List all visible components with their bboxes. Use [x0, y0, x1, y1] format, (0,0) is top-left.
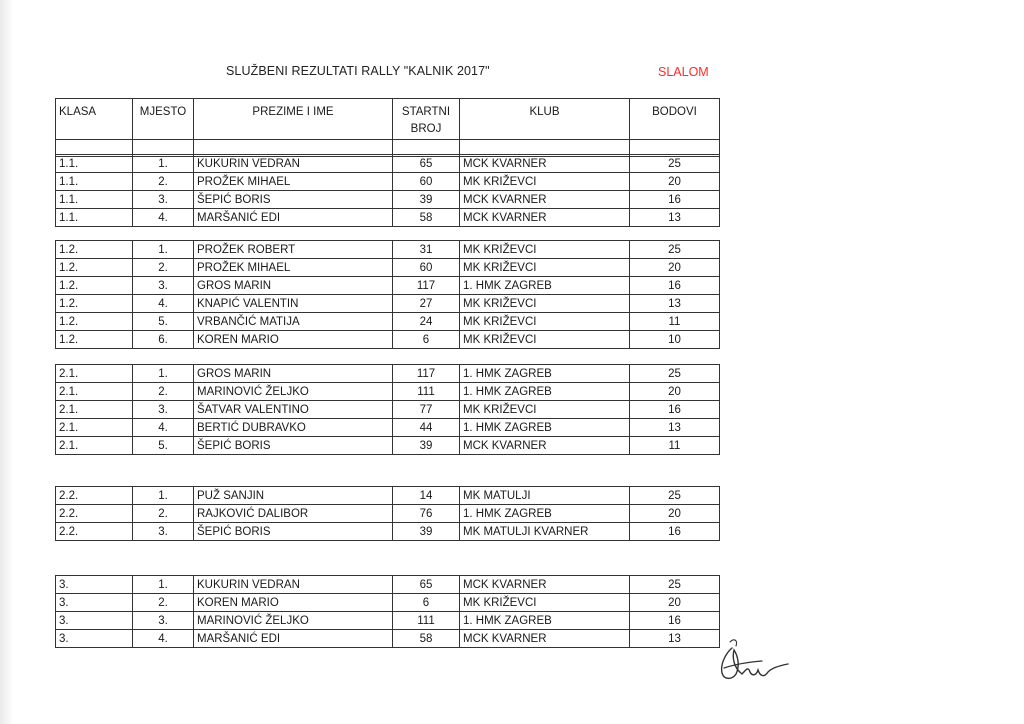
cell-startni-broj: 58 — [393, 209, 460, 227]
cell-mjesto: 2. — [133, 173, 194, 191]
cell-bodovi: 16 — [630, 523, 720, 541]
cell-klasa: 1.2. — [56, 331, 133, 349]
cell-klasa: 1.1. — [56, 173, 133, 191]
cell-bodovi: 16 — [630, 401, 720, 419]
cell-bodovi: 20 — [630, 383, 720, 401]
cell-klasa: 1.2. — [56, 295, 133, 313]
cell-prezime-ime: GROS MARIN — [194, 365, 393, 383]
cell-startni-broj: 58 — [393, 630, 460, 648]
cell-startni-broj: 111 — [393, 612, 460, 630]
cell-bodovi: 20 — [630, 259, 720, 277]
cell-klub: MCK KVARNER — [460, 437, 630, 455]
table-row — [56, 173, 720, 191]
results-group-table — [55, 240, 720, 349]
cell-startni-broj: 117 — [393, 365, 460, 383]
cell-bodovi: 20 — [630, 173, 720, 191]
cell-startni-broj: 6 — [393, 594, 460, 612]
cell-mjesto: 1. — [133, 576, 194, 594]
cell-mjesto: 3. — [133, 401, 194, 419]
cell-prezime-ime: KUKURIN VEDRAN — [194, 155, 393, 173]
cell-klub: 1. HMK ZAGREB — [460, 383, 630, 401]
cell-mjesto: 3. — [133, 277, 194, 295]
cell-bodovi: 13 — [630, 630, 720, 648]
cell-mjesto: 2. — [133, 505, 194, 523]
table-row — [56, 487, 720, 505]
cell-mjesto: 1. — [133, 241, 194, 259]
cell-prezime-ime: MARŠANIĆ EDI — [194, 209, 393, 227]
cell-klub: MK KRIŽEVCI — [460, 313, 630, 331]
cell-klub: MCK KVARNER — [460, 155, 630, 173]
cell-klub: MK MATULJI KVARNER — [460, 523, 630, 541]
document-title: SLUŽBENI REZULTATI RALLY "KALNIK 2017" — [226, 64, 490, 78]
column-header-broj: BROJ — [410, 123, 442, 135]
cell-prezime-ime: ŠEPIĆ BORIS — [194, 437, 393, 455]
cell-bodovi: 11 — [630, 437, 720, 455]
table-row — [56, 295, 720, 313]
cell-prezime-ime: ŠATVAR VALENTINO — [194, 401, 393, 419]
cell-klub: MK KRIŽEVCI — [460, 259, 630, 277]
cell-klasa: 2.1. — [56, 437, 133, 455]
cell-klub: MK KRIŽEVCI — [460, 594, 630, 612]
signature-icon — [702, 628, 792, 688]
column-header-prezime-ime: PREZIME I IME — [194, 99, 393, 140]
cell-klub: 1. HMK ZAGREB — [460, 277, 630, 295]
cell-prezime-ime: KOREN MARIO — [194, 331, 393, 349]
cell-klub: MK KRIŽEVCI — [460, 173, 630, 191]
table-row — [56, 523, 720, 541]
cell-mjesto: 3. — [133, 523, 194, 541]
cell-startni-broj: 77 — [393, 401, 460, 419]
cell-bodovi: 20 — [630, 505, 720, 523]
cell-startni-broj: 39 — [393, 437, 460, 455]
cell-klasa: 2.1. — [56, 401, 133, 419]
cell-prezime-ime: PROŽEK MIHAEL — [194, 173, 393, 191]
cell-klub: MCK KVARNER — [460, 209, 630, 227]
cell-bodovi: 13 — [630, 419, 720, 437]
cell-prezime-ime: KNAPIĆ VALENTIN — [194, 295, 393, 313]
table-row — [56, 209, 720, 227]
table-row — [56, 594, 720, 612]
cell-mjesto: 2. — [133, 594, 194, 612]
results-group-table — [55, 364, 720, 455]
cell-klub: MK KRIŽEVCI — [460, 295, 630, 313]
cell-mjesto: 3. — [133, 191, 194, 209]
discipline-label: SLALOM — [658, 65, 709, 79]
column-header-startni-broj — [393, 99, 460, 140]
cell-klasa: 1.1. — [56, 209, 133, 227]
scan-page-edge — [0, 0, 14, 724]
cell-bodovi: 10 — [630, 331, 720, 349]
table-row — [56, 365, 720, 383]
table-row — [56, 576, 720, 594]
results-group-table — [55, 154, 720, 227]
cell-mjesto: 4. — [133, 419, 194, 437]
cell-klub: 1. HMK ZAGREB — [460, 419, 630, 437]
cell-prezime-ime: KUKURIN VEDRAN — [194, 576, 393, 594]
cell-startni-broj: 6 — [393, 331, 460, 349]
cell-bodovi: 13 — [630, 295, 720, 313]
cell-klasa: 1.2. — [56, 241, 133, 259]
cell-klasa: 3. — [56, 612, 133, 630]
table-row — [56, 383, 720, 401]
cell-klasa: 2.2. — [56, 487, 133, 505]
cell-mjesto: 2. — [133, 383, 194, 401]
table-row — [56, 437, 720, 455]
cell-prezime-ime: MARŠANIĆ EDI — [194, 630, 393, 648]
cell-klub: MCK KVARNER — [460, 576, 630, 594]
cell-prezime-ime: VRBANČIĆ MATIJA — [194, 313, 393, 331]
cell-mjesto: 4. — [133, 209, 194, 227]
cell-prezime-ime: ŠEPIĆ BORIS — [194, 191, 393, 209]
cell-startni-broj: 117 — [393, 277, 460, 295]
cell-klub: 1. HMK ZAGREB — [460, 365, 630, 383]
cell-klasa: 1.2. — [56, 259, 133, 277]
cell-bodovi: 25 — [630, 487, 720, 505]
cell-prezime-ime: BERTIĆ DUBRAVKO — [194, 419, 393, 437]
results-group-table — [55, 575, 720, 648]
table-row — [56, 331, 720, 349]
cell-bodovi: 20 — [630, 594, 720, 612]
cell-startni-broj: 65 — [393, 155, 460, 173]
cell-startni-broj: 65 — [393, 576, 460, 594]
cell-bodovi: 16 — [630, 612, 720, 630]
cell-klasa: 1.2. — [56, 313, 133, 331]
cell-klasa: 1.1. — [56, 155, 133, 173]
cell-prezime-ime: PROŽEK MIHAEL — [194, 259, 393, 277]
cell-prezime-ime: PROŽEK ROBERT — [194, 241, 393, 259]
table-row — [56, 612, 720, 630]
table-row — [56, 419, 720, 437]
cell-prezime-ime: MARINOVIĆ ŽELJKO — [194, 383, 393, 401]
cell-prezime-ime: RAJKOVIĆ DALIBOR — [194, 505, 393, 523]
cell-mjesto: 6. — [133, 331, 194, 349]
cell-startni-broj: 27 — [393, 295, 460, 313]
cell-klasa: 2.2. — [56, 523, 133, 541]
table-row — [56, 259, 720, 277]
column-header-startni: STARTNI — [401, 106, 451, 118]
cell-mjesto: 4. — [133, 295, 194, 313]
cell-klasa: 2.1. — [56, 365, 133, 383]
column-header-mjesto: MJESTO — [133, 99, 194, 140]
cell-prezime-ime: GROS MARIN — [194, 277, 393, 295]
table-row — [56, 155, 720, 173]
cell-klasa: 2.2. — [56, 505, 133, 523]
cell-prezime-ime: KOREN MARIO — [194, 594, 393, 612]
table-row — [56, 505, 720, 523]
cell-klub: MK MATULJI — [460, 487, 630, 505]
cell-klasa: 2.1. — [56, 383, 133, 401]
cell-klasa: 1.1. — [56, 191, 133, 209]
cell-klasa: 2.1. — [56, 419, 133, 437]
cell-prezime-ime: PUŽ SANJIN — [194, 487, 393, 505]
header-row — [56, 99, 720, 140]
cell-prezime-ime: MARINOVIĆ ŽELJKO — [194, 612, 393, 630]
cell-prezime-ime: ŠEPIĆ BORIS — [194, 523, 393, 541]
column-header-klasa: KLASA — [56, 99, 133, 140]
cell-bodovi: 16 — [630, 191, 720, 209]
cell-startni-broj: 44 — [393, 419, 460, 437]
cell-startni-broj: 31 — [393, 241, 460, 259]
cell-bodovi: 16 — [630, 277, 720, 295]
cell-klub: 1. HMK ZAGREB — [460, 612, 630, 630]
cell-mjesto: 1. — [133, 365, 194, 383]
cell-klasa: 1.2. — [56, 277, 133, 295]
cell-bodovi: 25 — [630, 241, 720, 259]
cell-klub: MK KRIŽEVCI — [460, 241, 630, 259]
cell-klasa: 3. — [56, 630, 133, 648]
cell-mjesto: 5. — [133, 313, 194, 331]
cell-mjesto: 3. — [133, 612, 194, 630]
cell-klub: MK KRIŽEVCI — [460, 331, 630, 349]
cell-mjesto: 1. — [133, 155, 194, 173]
table-row — [56, 313, 720, 331]
results-group-table — [55, 486, 720, 541]
cell-startni-broj: 39 — [393, 191, 460, 209]
table-row — [56, 630, 720, 648]
table-row — [56, 277, 720, 295]
cell-bodovi: 25 — [630, 155, 720, 173]
cell-bodovi: 13 — [630, 209, 720, 227]
column-header-klub: KLUB — [460, 99, 630, 140]
cell-mjesto: 1. — [133, 487, 194, 505]
cell-mjesto: 5. — [133, 437, 194, 455]
table-row — [56, 241, 720, 259]
cell-startni-broj: 24 — [393, 313, 460, 331]
cell-bodovi: 11 — [630, 313, 720, 331]
cell-mjesto: 4. — [133, 630, 194, 648]
cell-klub: 1. HMK ZAGREB — [460, 505, 630, 523]
cell-startni-broj: 60 — [393, 173, 460, 191]
cell-startni-broj: 14 — [393, 487, 460, 505]
column-header-bodovi: BODOVI — [630, 99, 720, 140]
table-row — [56, 191, 720, 209]
cell-startni-broj: 39 — [393, 523, 460, 541]
cell-mjesto: 2. — [133, 259, 194, 277]
cell-startni-broj: 111 — [393, 383, 460, 401]
cell-klub: MCK KVARNER — [460, 630, 630, 648]
cell-klasa: 3. — [56, 594, 133, 612]
cell-startni-broj: 76 — [393, 505, 460, 523]
cell-bodovi: 25 — [630, 576, 720, 594]
cell-bodovi: 25 — [630, 365, 720, 383]
table-row — [56, 401, 720, 419]
cell-klub: MCK KVARNER — [460, 191, 630, 209]
cell-startni-broj: 60 — [393, 259, 460, 277]
results-header — [55, 98, 720, 157]
cell-klub: MK KRIŽEVCI — [460, 401, 630, 419]
cell-klasa: 3. — [56, 576, 133, 594]
